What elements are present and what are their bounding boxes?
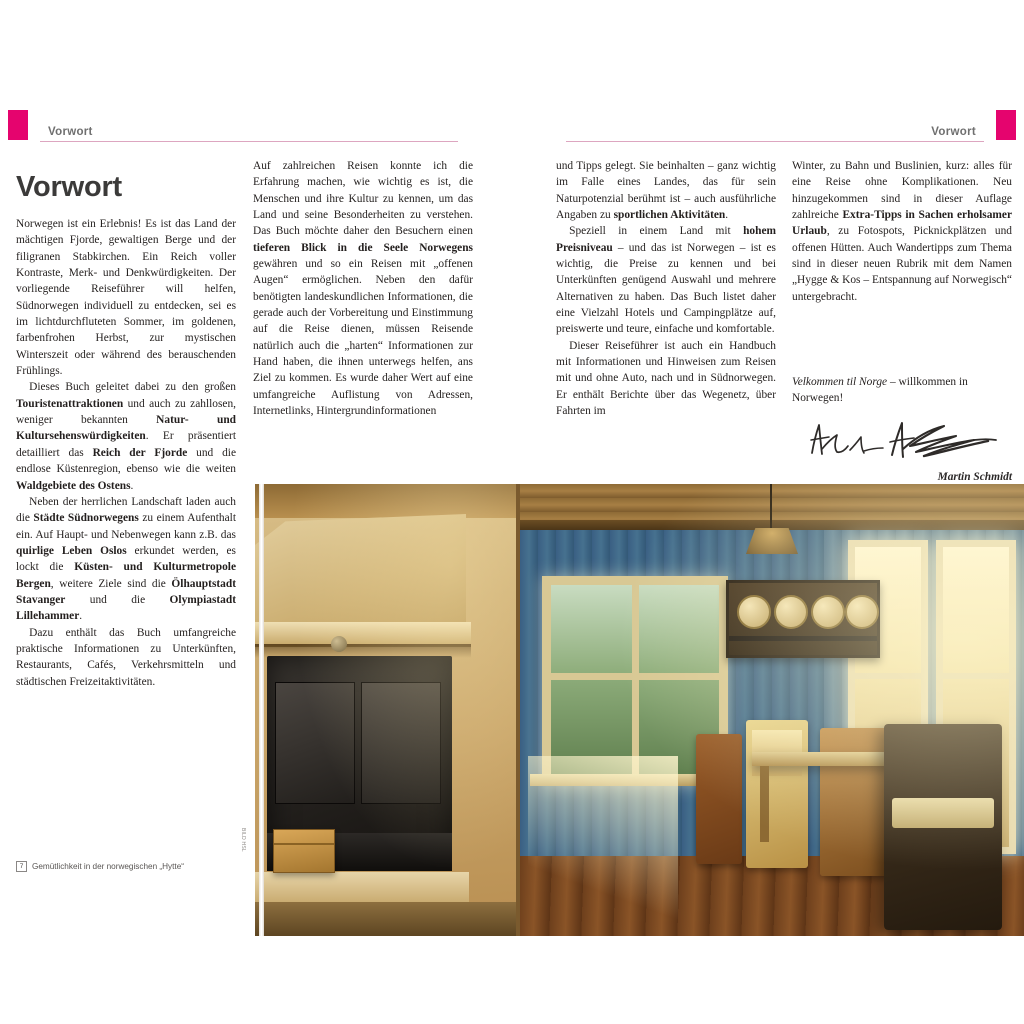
handwritten-signature-icon [792,419,1012,465]
paragraph: und Tipps gelegt. Sie beinhalten – ganz wichtig im Falle eines Landes, das für sein Naturpotenzial berühmt ist – auch ausführliche Angaben zu sportlichen Aktivitäten. [556,160,776,222]
emphasis: Waldgebiete des Ostens [16,479,131,492]
text-column-2 [253,158,473,420]
emphasis: Touristenattraktionen [16,397,124,410]
signature-greeting-italic: Velkommen til Norge [792,376,888,388]
photo-figure [255,484,1024,936]
paragraph: Auf zahlreichen Reisen konnte ich die Erfahrung machen, wie wichtig es ist, die Menschen und ihre Kultur zu kennen, um das Land und seine Besonderheiten zu verstehen. Das Buch möchte daher den Besuchern einen tieferen Blick in die Seele Norwegens gewähren und so ein Reisen mit „offenen Augen“ ermöglichen. Neben den dafür benötigten landeskundlichen Informationen, die gerade auch der Vorbereitung und Einstimmung auf die Reise dienen, müssen Reisende natürlich auch die „harten“ Informationen zur Hand haben, die ihnen unterwegs helfen, ans Ziel zu kommen. Es wurde daher Wert auf eine umfangreiche Auflistung von Adressen, Internetlinks, Hintergrundinformationen [253,160,473,418]
signature-block [792,374,1012,483]
paragraph: Norwegen ist ein Erlebnis! Es ist das Land der mächtigen Fjorde, gewaltigen Berge und der filigranen Stabkirchen. Ein Reich voller Kontraste, Merk- und Denkwürdigkeiten. Der vorliegende Reiseführer will helfen, Südnorwegen individuell zu entdecken, sei es im lichtdurchfluteten Sommer, im goldenen, farbenfrohen Herbst, zur mystischen Winterszeit oder während des berauschenden Frühlings. [16,218,236,378]
text-column-1 [16,216,236,690]
text-column-4 [792,158,1012,305]
accent-tab-left [8,110,28,140]
emphasis: Ölhauptstadt Stavanger [16,577,236,606]
photo-left-fireplace [255,484,516,936]
signature-greeting [792,374,1012,407]
signature-greeting-rest: – willkommen in Norwegen! [792,376,968,405]
emphasis: Städte Südnorwegens [33,512,139,525]
paragraph: Dieser Reiseführer ist auch ein Handbuch mit Informationen und Hinweisen zum Reisen mit und ohne Auto, nach und in Südnorwegen. Er enthält Berichte über das Wegenetz, über Fahrten im [556,339,776,418]
photo-credit: BILD HSL [240,828,246,852]
warm-light-glow-right [520,484,1024,936]
emphasis: tieferen Blick in die Seele Norwegens [253,241,473,254]
running-head-left-rule [40,141,458,143]
paragraph: Dazu enthält das Buch umfangreiche praktische Informationen zu Unterkünften, Restaurants, Cafés, Verkehrsmitteln und städtischen Freizeitaktivitäten. [16,626,236,688]
emphasis: hohem Preisniveau [556,225,776,254]
emphasis: sportlichen Aktivitäten [613,209,726,222]
page-title: Vorwort [16,171,123,204]
running-head-right-rule [566,141,984,143]
running-head-left-label: Vorwort [48,126,93,138]
paragraph: Winter, zu Bahn und Buslinien, kurz: alles für eine Reise ohne Komplikationen. Neu hinzugekommen sind in dieser Auflage zahlreiche Extra-Tipps in Sachen erholsamer Urlaub, zu Fotospots, Picknickplätzen und offenen Hütten. Auch Wandertipps zum Thema sind in dieser neuen Rubrik mit dem Namen „Hygge & Kos – Entspannung auf Norwegisch“ untergebracht. [792,160,1012,303]
paragraph: Dieses Buch geleitet dabei zu den großen Touristenattraktionen und auch zu zahllosen, weniger bekannten Natur- und Kultursehenswürdigkeiten. Er präsentiert detailliert das Reich der Fjorde und die endlose Küstenregion, ebenso wie die weiten Waldgebiete des Ostens. [16,381,236,492]
text-column-3 [556,158,776,420]
photo-right-dining-room [520,484,1024,936]
emphasis: Natur- und Kultursehenswürdigkeiten [16,414,236,443]
figure-caption [16,861,184,872]
emphasis: Küsten- und Kulturmetropole Bergen [16,561,236,590]
running-head-left [0,110,466,142]
emphasis: Extra-Tipps in Sachen erholsamer Urlaub [792,209,1012,238]
accent-tab-right [996,110,1016,140]
paragraph: Neben der herrlichen Landschaft laden auch die Städte Südnorwegens zu einem Aufenthalt ein. Auf Haupt- und Nebenwegen kann z.B. das quirlige Leben Oslos erkundet werden, es lockt die Küsten- und Kulturmetropole Bergen, weitere Ziele sind die Ölhauptstadt Stavanger und die Olympiastadt Lillehammer. [16,495,236,623]
figure-caption-text: Gemütlichkeit in der norwegischen „Hytte“ [32,862,184,871]
warm-light-glow-left [255,484,516,936]
signature-author-name: Martin Schmidt [937,470,1012,483]
page-gutter [259,484,264,936]
running-head-right-label: Vorwort [931,126,976,138]
emphasis: Reich der Fjorde [92,446,188,459]
emphasis: quirlige Leben Oslos [16,544,127,557]
emphasis: Olympiastadt Lillehammer [16,593,236,623]
paragraph: Speziell in einem Land mit hohem Preisniveau – und das ist Norwegen – ist es wichtig, die Preise zu kennen und bei Unterkünften genügend Auswahl und mehrere Alternativen zu haben. Das Buch listet daher eine Vielzahl Hotels und Campingplätze auf, preiswerte und teure, einfache und komfortable. [556,225,776,336]
running-head-right [558,110,1024,142]
figure-marker-icon: 7 [16,861,27,872]
